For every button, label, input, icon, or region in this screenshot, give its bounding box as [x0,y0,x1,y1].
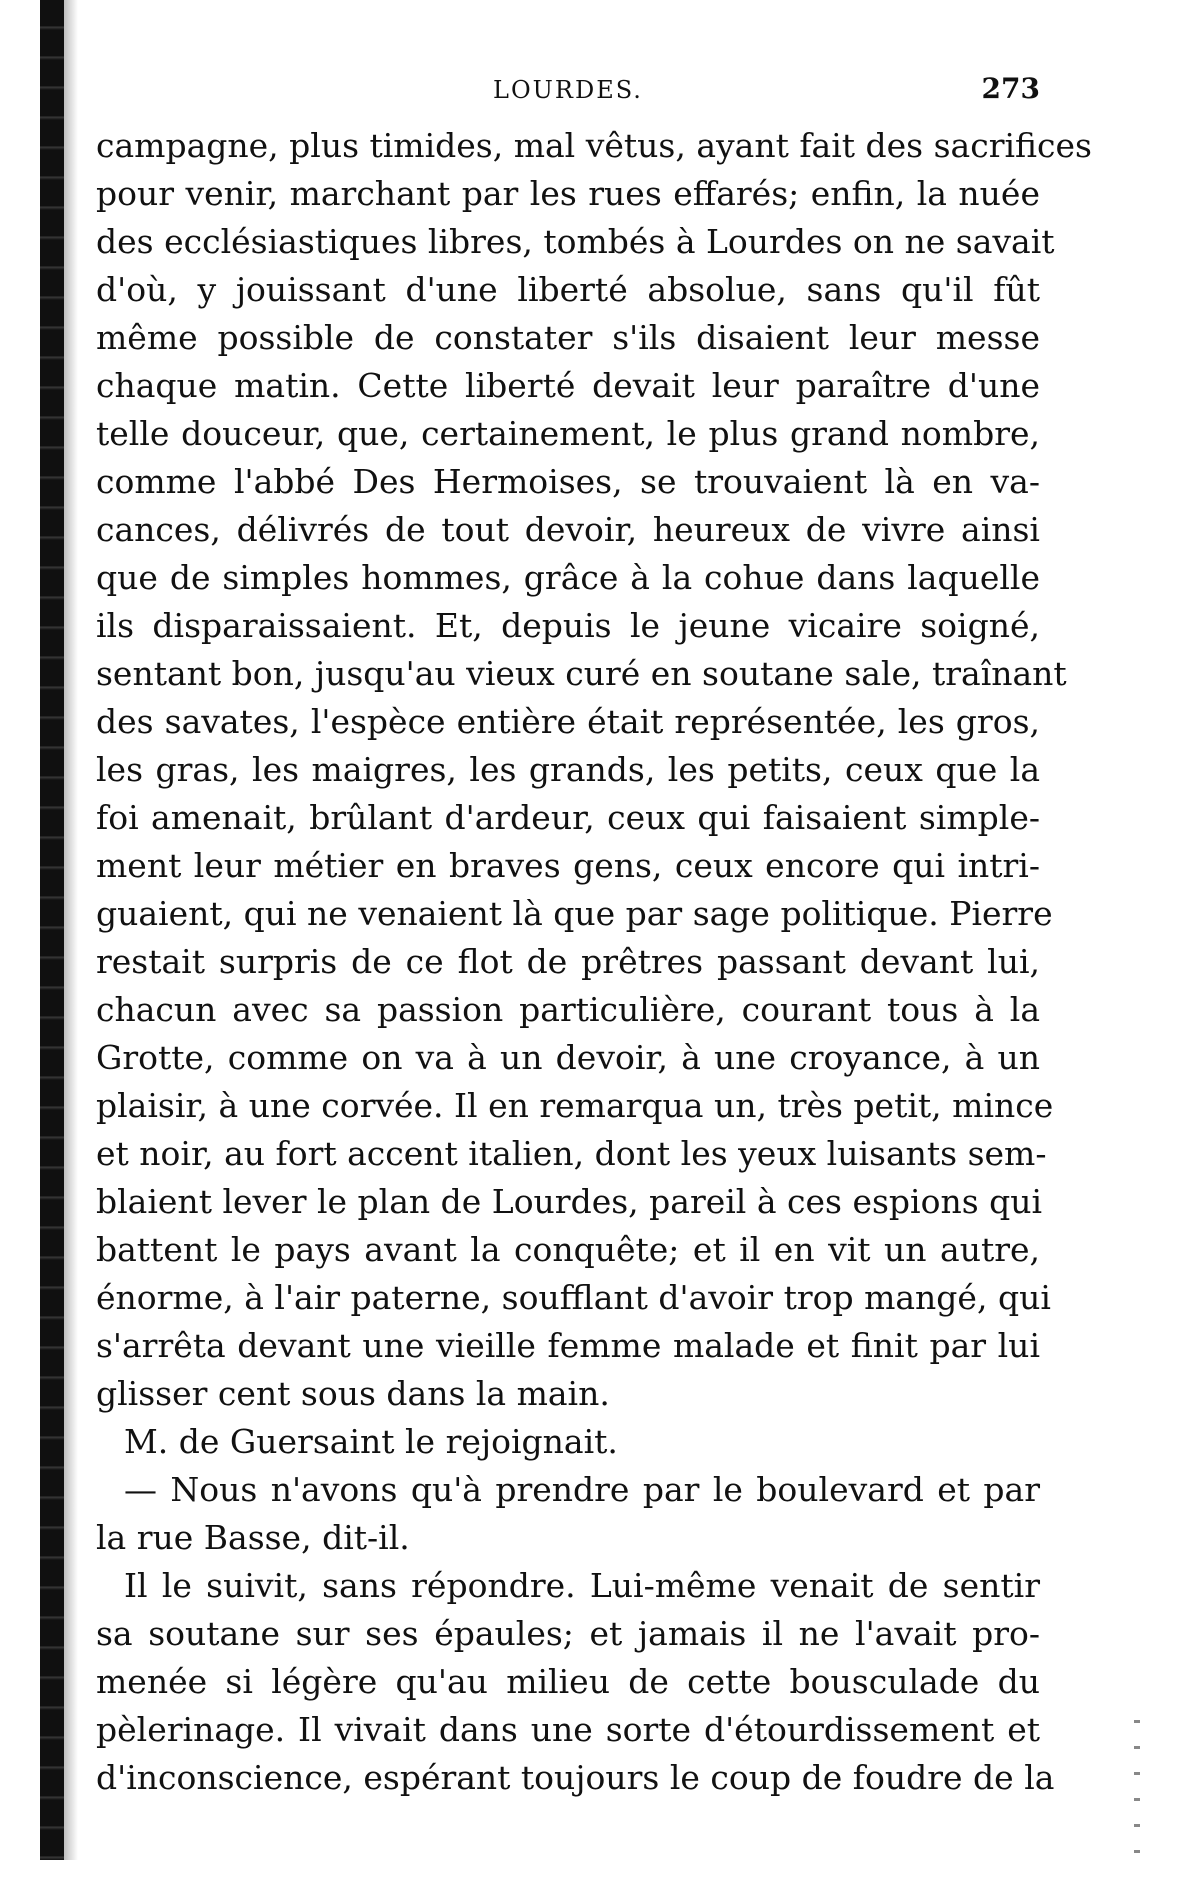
text-line: énorme, à l'air paterne, soufflant d'avoir trop mangé, qui [96,1278,1051,1317]
text-line: sentant bon, jusqu'au vieux curé en soutane sale, traînant [96,654,1067,693]
body-text [96,122,1092,1802]
book-binding-edge [40,0,64,1860]
binding-shadow [64,0,78,1860]
dialogue-line: — Nous n'avons qu'à prendre par le boulevard et par [124,1470,1040,1509]
text-line: ils disparaissaient. Et, depuis le jeune vicaire soigné, [96,606,1040,645]
text-line: même possible de constater s'ils disaient leur messe [96,318,1040,357]
text-line: des ecclésiastiques libres, tombés à Lourdes on ne savait [96,222,1055,261]
text-line: sa soutane sur ses épaules; et jamais il ne l'avait pro- [96,1614,1040,1653]
text-line: les gras, les maigres, les grands, les petits, ceux que la [96,750,1040,789]
text-line: chacun avec sa passion particulière, courant tous à la [96,990,1040,1029]
text-line: battent le pays avant la conquête; et il en vit un autre, [96,1230,1040,1269]
text-line: s'arrêta devant une vieille femme malade et finit par lui [96,1326,1040,1365]
paragraph-end-line: la rue Basse, dit-il. [96,1518,410,1557]
text-line: cances, délivrés de tout devoir, heureux de vivre ainsi [96,510,1040,549]
running-title: LOURDES. [493,76,643,104]
paragraph-line: M. de Guersaint le rejoignait. [124,1422,618,1461]
text-line: menée si légère qu'au milieu de cette bousculade du [96,1662,1040,1701]
text-line: restait surpris de ce flot de prêtres passant devant lui, [96,942,1040,981]
text-line: que de simples hommes, grâce à la cohue dans laquelle [96,558,1040,597]
text-line: comme l'abbé Des Hermoises, se trouvaient là en va- [96,462,1040,501]
text-line: blaient lever le plan de Lourdes, pareil à ces espions qui [96,1182,1043,1221]
text-line: plaisir, à une corvée. Il en remarqua un, très petit, mince [96,1086,1054,1125]
text-line: foi amenait, brûlant d'ardeur, ceux qui faisaient simple- [96,798,1040,837]
text-line: pour venir, marchant par les rues effarés; enfin, la nuée [96,174,1040,213]
text-line: d'inconscience, espérant toujours le coup de foudre de la [96,1758,1055,1797]
text-line: et noir, au fort accent italien, dont les yeux luisants sem- [96,1134,1047,1173]
page-number: 273 [981,72,1040,105]
text-line: ment leur métier en braves gens, ceux encore qui intri- [96,846,1040,885]
text-line: telle douceur, que, certainement, le plus grand nombre, [96,414,1040,453]
text-line: chaque matin. Cette liberté devait leur paraître d'une [96,366,1040,405]
paragraph-end-line: glisser cent sous dans la main. [96,1374,610,1413]
text-line: d'où, y jouissant d'une liberté absolue, sans qu'il fût [96,270,1040,309]
text-line: pèlerinage. Il vivait dans une sorte d'étourdissement et [96,1710,1040,1749]
text-line: Il le suivit, sans répondre. Lui-même venait de sentir [124,1566,1040,1605]
text-line: campagne, plus timides, mal vêtus, ayant fait des sacrifices [96,126,1092,165]
margin-specks [1134,1720,1140,1870]
text-line: Grotte, comme on va à un devoir, à une croyance, à un [96,1038,1040,1077]
text-line: guaient, qui ne venaient là que par sage politique. Pierre [96,894,1053,933]
text-line: des savates, l'espèce entière était représentée, les gros, [96,702,1040,741]
page-header [96,72,1040,112]
